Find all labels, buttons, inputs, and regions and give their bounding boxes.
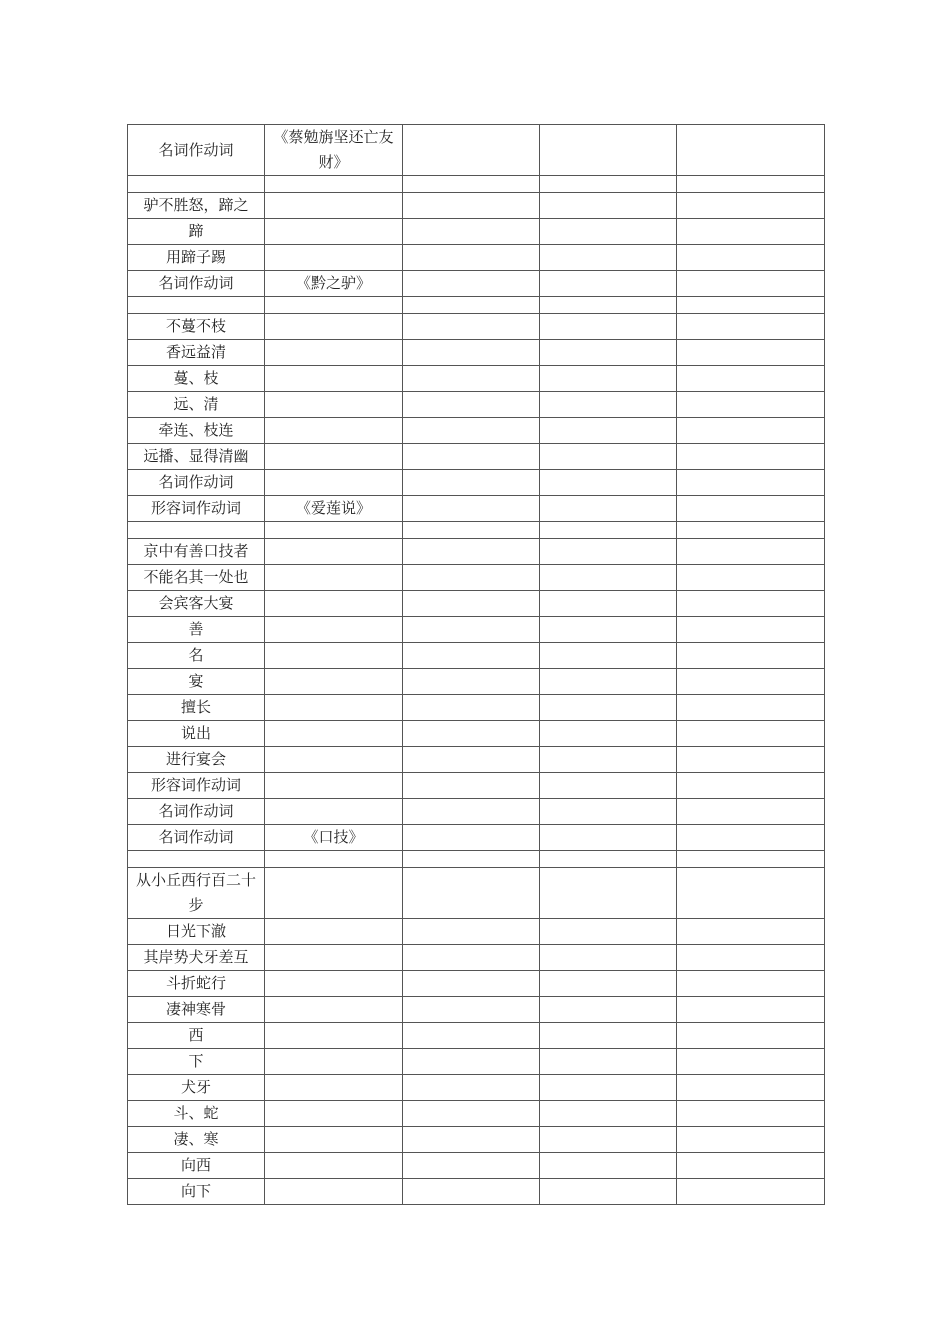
table-cell-col1: 斗、蛇 bbox=[128, 1101, 265, 1127]
table-cell-col3 bbox=[403, 245, 540, 271]
table-row bbox=[128, 496, 825, 522]
table-cell-col1: 蔓、枝 bbox=[128, 366, 265, 392]
table-row bbox=[128, 314, 825, 340]
table-row bbox=[128, 193, 825, 219]
table-cell-col5 bbox=[677, 971, 825, 997]
table-cell-col1: 不蔓不枝 bbox=[128, 314, 265, 340]
table-cell-col2 bbox=[265, 851, 403, 868]
table-cell-col1: 名词作动词 bbox=[128, 470, 265, 496]
table-row bbox=[128, 392, 825, 418]
table-cell-col1: 香远益清 bbox=[128, 340, 265, 366]
table-cell-col2 bbox=[265, 1179, 403, 1205]
table-row bbox=[128, 695, 825, 721]
table-cell-col4 bbox=[540, 271, 677, 297]
table-row bbox=[128, 539, 825, 565]
table-cell-col4 bbox=[540, 945, 677, 971]
table-cell-col2 bbox=[265, 868, 403, 919]
table-cell-col3 bbox=[403, 271, 540, 297]
table-cell-col4 bbox=[540, 721, 677, 747]
table-cell-col4 bbox=[540, 747, 677, 773]
table-cell-col5 bbox=[677, 945, 825, 971]
table-cell-col3 bbox=[403, 125, 540, 176]
table-cell-col1: 宴 bbox=[128, 669, 265, 695]
table-cell-col1: 京中有善口技者 bbox=[128, 539, 265, 565]
table-row bbox=[128, 219, 825, 245]
table-cell-col2 bbox=[265, 1101, 403, 1127]
table-cell-col3 bbox=[403, 496, 540, 522]
table-cell-col4 bbox=[540, 539, 677, 565]
table-cell-col4 bbox=[540, 643, 677, 669]
table-cell-col4 bbox=[540, 125, 677, 176]
table-cell-col2 bbox=[265, 193, 403, 219]
table-row bbox=[128, 1101, 825, 1127]
table-cell-col1: 名词作动词 bbox=[128, 799, 265, 825]
table-cell-col4 bbox=[540, 971, 677, 997]
table-cell-col5 bbox=[677, 366, 825, 392]
table-cell-col1: 形容词作动词 bbox=[128, 773, 265, 799]
table-cell-col3 bbox=[403, 1049, 540, 1075]
table-cell-col3 bbox=[403, 219, 540, 245]
table-cell-col4 bbox=[540, 695, 677, 721]
table-cell-col5 bbox=[677, 392, 825, 418]
table-row bbox=[128, 919, 825, 945]
table-cell-col2 bbox=[265, 643, 403, 669]
table-cell-col2 bbox=[265, 1153, 403, 1179]
table-cell-col4 bbox=[540, 496, 677, 522]
table-cell-col1: 说出 bbox=[128, 721, 265, 747]
table-cell-col3 bbox=[403, 418, 540, 444]
table-cell-col5 bbox=[677, 340, 825, 366]
table-cell-col1: 名词作动词 bbox=[128, 271, 265, 297]
table-cell-col2 bbox=[265, 773, 403, 799]
table-cell-col2 bbox=[265, 522, 403, 539]
table-cell-col2 bbox=[265, 945, 403, 971]
table-cell-col4 bbox=[540, 1127, 677, 1153]
table-cell-col2 bbox=[265, 565, 403, 591]
table-cell-col4 bbox=[540, 470, 677, 496]
table-row bbox=[128, 997, 825, 1023]
table-body bbox=[128, 125, 825, 1205]
table-cell-col2 bbox=[265, 444, 403, 470]
table-cell-col3 bbox=[403, 1127, 540, 1153]
table-cell-col5 bbox=[677, 851, 825, 868]
table-cell-col1: 日光下澈 bbox=[128, 919, 265, 945]
table-cell-col5 bbox=[677, 721, 825, 747]
table-cell-col5 bbox=[677, 997, 825, 1023]
table-cell-col2 bbox=[265, 314, 403, 340]
table-row bbox=[128, 799, 825, 825]
table-cell-col4 bbox=[540, 919, 677, 945]
table-cell-col3 bbox=[403, 193, 540, 219]
table-cell-col1 bbox=[128, 176, 265, 193]
table-cell-col2 bbox=[265, 669, 403, 695]
table-cell-col1 bbox=[128, 851, 265, 868]
table-cell-col5 bbox=[677, 868, 825, 919]
table-cell-col4 bbox=[540, 565, 677, 591]
table-cell-col2 bbox=[265, 539, 403, 565]
table-cell-col4 bbox=[540, 314, 677, 340]
table-cell-col4 bbox=[540, 340, 677, 366]
table-cell-col2 bbox=[265, 1023, 403, 1049]
table-cell-col3 bbox=[403, 825, 540, 851]
table-cell-col4 bbox=[540, 176, 677, 193]
table-cell-col5 bbox=[677, 125, 825, 176]
table-row bbox=[128, 297, 825, 314]
table-cell-col1: 牵连、枝连 bbox=[128, 418, 265, 444]
table-cell-col2 bbox=[265, 695, 403, 721]
table-cell-col3 bbox=[403, 868, 540, 919]
table-cell-col3 bbox=[403, 1075, 540, 1101]
table-row bbox=[128, 1127, 825, 1153]
table-cell-col2 bbox=[265, 1075, 403, 1101]
table-cell-col5 bbox=[677, 825, 825, 851]
table-cell-col3 bbox=[403, 366, 540, 392]
table-cell-col3 bbox=[403, 747, 540, 773]
table-cell-col1: 凄神寒骨 bbox=[128, 997, 265, 1023]
table-cell-col4 bbox=[540, 1153, 677, 1179]
table-cell-col2 bbox=[265, 392, 403, 418]
table-cell-col4 bbox=[540, 669, 677, 695]
table-cell-col1: 擅长 bbox=[128, 695, 265, 721]
table-cell-col2 bbox=[265, 297, 403, 314]
table-cell-col5 bbox=[677, 695, 825, 721]
table-row bbox=[128, 245, 825, 271]
table-cell-col3 bbox=[403, 799, 540, 825]
table-cell-col2: 《口技》 bbox=[265, 825, 403, 851]
table-cell-col1: 蹄 bbox=[128, 219, 265, 245]
table-row bbox=[128, 825, 825, 851]
table-row bbox=[128, 617, 825, 643]
table-cell-col5 bbox=[677, 617, 825, 643]
table-cell-col4 bbox=[540, 245, 677, 271]
table-cell-col4 bbox=[540, 825, 677, 851]
table-cell-col1: 凄、寒 bbox=[128, 1127, 265, 1153]
table-cell-col3 bbox=[403, 1101, 540, 1127]
table-cell-col3 bbox=[403, 997, 540, 1023]
table-cell-col5 bbox=[677, 565, 825, 591]
table-cell-col1: 不能名其一处也 bbox=[128, 565, 265, 591]
table-cell-col5 bbox=[677, 1023, 825, 1049]
table-cell-col4 bbox=[540, 868, 677, 919]
table-cell-col1: 下 bbox=[128, 1049, 265, 1075]
table-cell-col5 bbox=[677, 271, 825, 297]
table-cell-col3 bbox=[403, 617, 540, 643]
table-cell-col1: 向下 bbox=[128, 1179, 265, 1205]
table-cell-col5 bbox=[677, 591, 825, 617]
table-cell-col2 bbox=[265, 176, 403, 193]
table-row bbox=[128, 1075, 825, 1101]
table-cell-col5 bbox=[677, 1049, 825, 1075]
table-row bbox=[128, 1049, 825, 1075]
table-cell-col1: 会宾客大宴 bbox=[128, 591, 265, 617]
table-cell-col5 bbox=[677, 470, 825, 496]
table-cell-col2 bbox=[265, 245, 403, 271]
table-cell-col4 bbox=[540, 392, 677, 418]
table-cell-col3 bbox=[403, 314, 540, 340]
table-cell-col1: 名词作动词 bbox=[128, 825, 265, 851]
table-row bbox=[128, 721, 825, 747]
table-cell-col3 bbox=[403, 340, 540, 366]
table-cell-col2 bbox=[265, 340, 403, 366]
table-row bbox=[128, 125, 825, 176]
table-cell-col2 bbox=[265, 617, 403, 643]
table-row bbox=[128, 366, 825, 392]
table-cell-col1: 西 bbox=[128, 1023, 265, 1049]
table-cell-col3 bbox=[403, 1153, 540, 1179]
table-cell-col4 bbox=[540, 193, 677, 219]
table-cell-col3 bbox=[403, 669, 540, 695]
table-cell-col1: 犬牙 bbox=[128, 1075, 265, 1101]
table-row bbox=[128, 470, 825, 496]
table-cell-col2: 《黔之驴》 bbox=[265, 271, 403, 297]
table-cell-col2 bbox=[265, 747, 403, 773]
table-cell-col3 bbox=[403, 773, 540, 799]
table-cell-col3 bbox=[403, 176, 540, 193]
table-cell-col2 bbox=[265, 1049, 403, 1075]
table-cell-col3 bbox=[403, 591, 540, 617]
table-cell-col2 bbox=[265, 919, 403, 945]
table-cell-col5 bbox=[677, 418, 825, 444]
table-cell-col4 bbox=[540, 418, 677, 444]
table-row bbox=[128, 971, 825, 997]
table-row bbox=[128, 591, 825, 617]
table-row bbox=[128, 444, 825, 470]
table-cell-col3 bbox=[403, 643, 540, 669]
table-cell-col2: 《蔡勉旃坚还亡友财》 bbox=[265, 125, 403, 176]
table-cell-col3 bbox=[403, 565, 540, 591]
table-cell-col1: 名词作动词 bbox=[128, 125, 265, 176]
table-cell-col2 bbox=[265, 971, 403, 997]
table-cell-col4 bbox=[540, 997, 677, 1023]
table-cell-col1: 善 bbox=[128, 617, 265, 643]
table-cell-col4 bbox=[540, 773, 677, 799]
table-cell-col5 bbox=[677, 297, 825, 314]
table-cell-col5 bbox=[677, 773, 825, 799]
table-cell-col3 bbox=[403, 470, 540, 496]
table-cell-col4 bbox=[540, 522, 677, 539]
table-cell-col2 bbox=[265, 418, 403, 444]
table-row bbox=[128, 522, 825, 539]
table-row bbox=[128, 271, 825, 297]
table-row bbox=[128, 773, 825, 799]
table-cell-col5 bbox=[677, 219, 825, 245]
table-cell-col4 bbox=[540, 219, 677, 245]
table-cell-col5 bbox=[677, 1127, 825, 1153]
table-row bbox=[128, 340, 825, 366]
table-cell-col4 bbox=[540, 591, 677, 617]
table-row bbox=[128, 669, 825, 695]
table-cell-col5 bbox=[677, 193, 825, 219]
table-row bbox=[128, 1153, 825, 1179]
table-cell-col3 bbox=[403, 919, 540, 945]
table-cell-col3 bbox=[403, 297, 540, 314]
table-cell-col4 bbox=[540, 617, 677, 643]
table-cell-col1 bbox=[128, 297, 265, 314]
table-cell-col4 bbox=[540, 1023, 677, 1049]
table-cell-col1: 形容词作动词 bbox=[128, 496, 265, 522]
table-cell-col5 bbox=[677, 539, 825, 565]
table-cell-col4 bbox=[540, 851, 677, 868]
table-cell-col2 bbox=[265, 219, 403, 245]
table-cell-col5 bbox=[677, 245, 825, 271]
table-cell-col5 bbox=[677, 522, 825, 539]
table-cell-col4 bbox=[540, 1075, 677, 1101]
table-cell-col5 bbox=[677, 314, 825, 340]
table-cell-col3 bbox=[403, 522, 540, 539]
table-cell-col2 bbox=[265, 1127, 403, 1153]
table-row bbox=[128, 176, 825, 193]
table-cell-col5 bbox=[677, 1075, 825, 1101]
table-cell-col1: 从小丘西行百二十步 bbox=[128, 868, 265, 919]
table-cell-col5 bbox=[677, 176, 825, 193]
table-cell-col5 bbox=[677, 444, 825, 470]
table-cell-col4 bbox=[540, 366, 677, 392]
table-cell-col2 bbox=[265, 470, 403, 496]
table-cell-col2: 《爱莲说》 bbox=[265, 496, 403, 522]
table-cell-col1: 远播、显得清幽 bbox=[128, 444, 265, 470]
table-row bbox=[128, 418, 825, 444]
table-cell-col3 bbox=[403, 851, 540, 868]
table-cell-col5 bbox=[677, 1101, 825, 1127]
table-cell-col5 bbox=[677, 669, 825, 695]
table-cell-col3 bbox=[403, 695, 540, 721]
table-cell-col3 bbox=[403, 444, 540, 470]
table-cell-col4 bbox=[540, 1049, 677, 1075]
table-cell-col4 bbox=[540, 1101, 677, 1127]
table-cell-col1: 向西 bbox=[128, 1153, 265, 1179]
table-cell-col2 bbox=[265, 721, 403, 747]
table-cell-col5 bbox=[677, 496, 825, 522]
table-cell-col4 bbox=[540, 799, 677, 825]
table-row bbox=[128, 851, 825, 868]
table-row bbox=[128, 868, 825, 919]
table-cell-col3 bbox=[403, 1179, 540, 1205]
table-cell-col2 bbox=[265, 366, 403, 392]
table-cell-col5 bbox=[677, 643, 825, 669]
table-cell-col2 bbox=[265, 799, 403, 825]
table-cell-col4 bbox=[540, 444, 677, 470]
table-cell-col1: 其岸势犬牙差互 bbox=[128, 945, 265, 971]
table-cell-col5 bbox=[677, 747, 825, 773]
table-cell-col3 bbox=[403, 539, 540, 565]
table-cell-col3 bbox=[403, 945, 540, 971]
table-cell-col4 bbox=[540, 1179, 677, 1205]
table-row bbox=[128, 1023, 825, 1049]
table-row bbox=[128, 565, 825, 591]
table-cell-col2 bbox=[265, 591, 403, 617]
table-cell-col5 bbox=[677, 919, 825, 945]
table-cell-col4 bbox=[540, 297, 677, 314]
table-cell-col1: 驴不胜怒，蹄之 bbox=[128, 193, 265, 219]
table-cell-col1: 用蹄子踢 bbox=[128, 245, 265, 271]
table-row bbox=[128, 945, 825, 971]
notes-table bbox=[127, 124, 825, 1205]
table-cell-col3 bbox=[403, 1023, 540, 1049]
table-row bbox=[128, 747, 825, 773]
table-cell-col5 bbox=[677, 799, 825, 825]
table-cell-col1: 名 bbox=[128, 643, 265, 669]
table-cell-col2 bbox=[265, 997, 403, 1023]
table-cell-col1 bbox=[128, 522, 265, 539]
table-cell-col5 bbox=[677, 1153, 825, 1179]
table-row bbox=[128, 1179, 825, 1205]
table-cell-col3 bbox=[403, 971, 540, 997]
table-cell-col5 bbox=[677, 1179, 825, 1205]
table-cell-col3 bbox=[403, 392, 540, 418]
table-cell-col3 bbox=[403, 721, 540, 747]
table-cell-col1: 进行宴会 bbox=[128, 747, 265, 773]
table-row bbox=[128, 643, 825, 669]
table-cell-col1: 斗折蛇行 bbox=[128, 971, 265, 997]
table-cell-col1: 远、清 bbox=[128, 392, 265, 418]
